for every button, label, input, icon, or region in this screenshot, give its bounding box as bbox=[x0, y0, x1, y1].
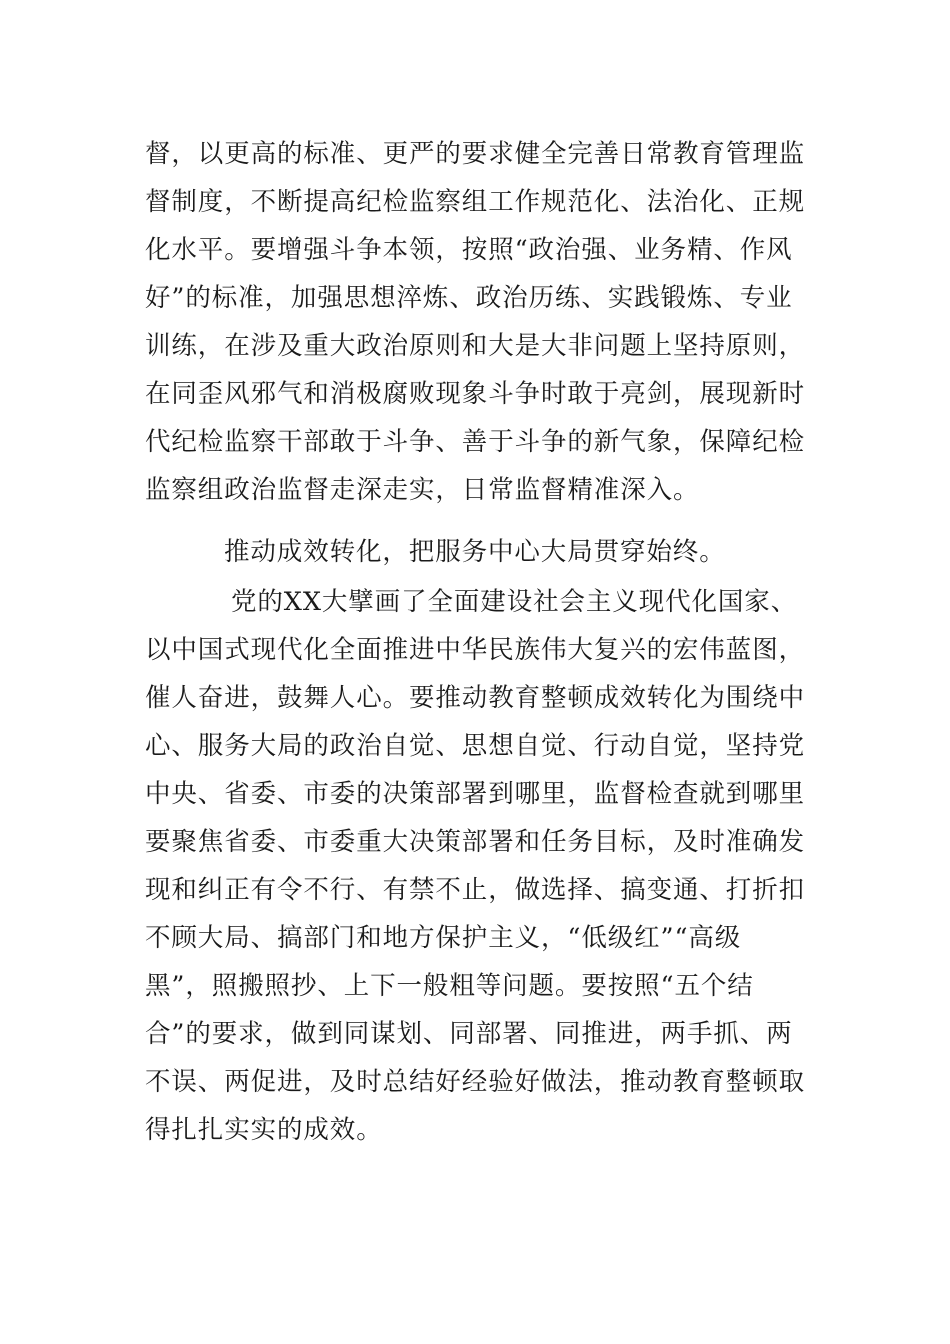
text-line: 监察组政治监督走深走实，日常监督精准深入。 bbox=[145, 475, 700, 505]
paragraph-body bbox=[145, 578, 810, 1154]
text-line: 党的XX大擘画了全面建设社会主义现代化国家、 bbox=[231, 587, 798, 617]
text-line: 在同歪风邪气和消极腐败现象斗争时敢于亮剑，展现新时 bbox=[145, 379, 806, 409]
text-line: 中央、省委、市委的决策部署到哪里，监督检查就到哪里 bbox=[145, 779, 806, 809]
text-line: 得扎扎实实的成效。 bbox=[145, 1115, 383, 1145]
text-line: 代纪检监察干部敢于斗争、善于斗争的新气象，保障纪检 bbox=[145, 427, 806, 457]
text-line: 督制度，不断提高纪检监察组工作规范化、法治化、正规 bbox=[145, 187, 806, 217]
text-line: 以中国式现代化全面推进中华民族伟大复兴的宏伟蓝图， bbox=[145, 635, 806, 665]
text-line: 合”的要求，做到同谋划、同部署、同推进，两手抓、两 bbox=[145, 1019, 793, 1049]
text-line: 不误、两促进，及时总结好经验好做法，推动教育整顿取 bbox=[145, 1067, 806, 1097]
text-line: 化水平。要增强斗争本领，按照“政治强、业务精、作风 bbox=[145, 235, 793, 265]
section-heading bbox=[145, 528, 810, 576]
text-line: 心、服务大局的政治自觉、思想自觉、行动自觉，坚持党 bbox=[145, 731, 806, 761]
text-line: 要聚焦省委、市委重大决策部署和任务目标，及时准确发 bbox=[145, 827, 806, 857]
heading-text: 推动成效转化，把服务中心大局贯穿始终。 bbox=[224, 537, 726, 567]
text-line: 现和纠正有令不行、有禁不止，做选择、搞变通、打折扣 bbox=[145, 875, 806, 905]
text-line: 黑”，照搬照抄、上下一般粗等问题。要按照“五个结 bbox=[145, 971, 754, 1001]
text-line: 不顾大局、搞部门和地方保护主义，“低级红”“高级 bbox=[145, 923, 742, 953]
text-line: 督，以更高的标准、更严的要求健全完善日常教育管理监 bbox=[145, 139, 806, 169]
text-line: 训练，在涉及重大政治原则和大是大非问题上坚持原则， bbox=[145, 331, 806, 361]
text-line: 好”的标准，加强思想淬炼、政治历练、实践锻炼、专业 bbox=[145, 283, 793, 313]
text-line: 催人奋进，鼓舞人心。要推动教育整顿成效转化为围绕中 bbox=[145, 683, 806, 713]
paragraph-continued bbox=[145, 130, 810, 514]
